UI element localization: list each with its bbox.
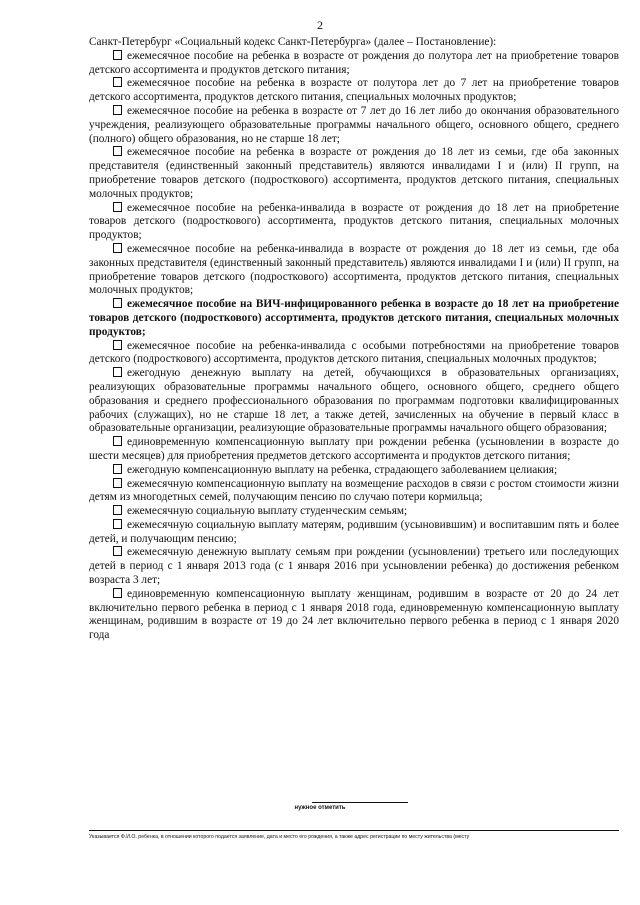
benefit-option-item <box>89 464 619 478</box>
checkbox-icon[interactable] <box>113 436 122 446</box>
benefit-option-item <box>89 519 619 547</box>
benefit-option-item <box>89 298 619 339</box>
benefit-option-text: ежемесячное пособие на ребенка-инвалида в возрасте от рождения до 18 лет из семьи, где оба законных представителя (единственный законный представитель) являются инвалидами I и (или) II групп, на приобретение товаров детского (подросткового) ассортимента, продуктов детского питания, специальных молочных продуктов; <box>89 242 619 297</box>
benefit-option-item <box>89 367 619 436</box>
benefit-option-text: ежемесячное пособие на ребенка в возрасте от 7 лет до 16 лет либо до окончания образовательного учреждения, реализующего образовательные программы начального общего, основного общего, среднего (полного) общего образования, но не старше 18 лет; <box>89 104 619 145</box>
benefit-option-item <box>89 546 619 587</box>
benefit-option-item <box>89 77 619 105</box>
label-underline <box>312 802 408 803</box>
benefit-option-item <box>89 340 619 368</box>
benefit-option-text: ежегодную денежную выплату на детей, обучающихся в образовательных организациях, реализующих образовательные программы начального общего, основного общего, среднего общего образования и среднего профессионального образования по программам подготовки квалифицированных рабочих (служащих), но не старше 18 лет, а также детей, зачисленных на обучение в первый класс в образовательные организации, реализующие образовательные программы начального общего образования; <box>89 367 619 435</box>
benefit-option-item <box>89 243 619 298</box>
benefit-option-item <box>89 436 619 464</box>
benefit-option-text: ежемесячное пособие на ребенка в возрасте от рождения до 18 лет из семьи, где оба законных представителя (единственный законный представитель) являются инвалидами I и (или) II групп, на приобретение товаров детского (подросткового) ассортимента, продуктов детского питания, специальных молочных продуктов; <box>89 146 619 200</box>
checkbox-icon[interactable] <box>113 340 122 350</box>
checkbox-icon[interactable] <box>113 588 122 598</box>
checkbox-icon[interactable] <box>113 243 122 253</box>
checkbox-icon[interactable] <box>113 519 122 529</box>
checkbox-icon[interactable] <box>113 505 122 515</box>
benefit-option-text: ежемесячное пособие на ребенка в возрасте от рождения до полутора лет на приобретение товаров детского ассортимента и продуктов детского питания; <box>89 49 619 76</box>
benefit-option-item <box>89 588 619 643</box>
checkbox-icon[interactable] <box>113 464 122 474</box>
checkbox-icon[interactable] <box>113 546 122 556</box>
benefit-option-text: ежемесячную социальную выплату студенческим семьям; <box>127 505 408 518</box>
benefit-option-item <box>89 478 619 506</box>
page-number: 2 <box>317 18 323 32</box>
benefit-option-item <box>89 146 619 201</box>
checkbox-icon[interactable] <box>113 105 122 115</box>
checkbox-icon[interactable] <box>113 50 122 60</box>
benefit-option-text: ежемесячное пособие на ребенка-инвалида в возрасте от рождения до 18 лет на приобретение товаров детского (подросткового) ассортимента, продуктов детского питания, специальных молочных продуктов; <box>89 201 619 242</box>
checkbox-icon[interactable] <box>113 298 122 308</box>
benefit-option-text: единовременную компенсационную выплату женщинам, родившим в возрасте от 20 до 24 лет включительно первого ребенка в период с 1 января 2018 года, единовременную компенсационную выплату женщинам, родившим в возрасте от 19 до 24 лет включительно первого ребенка в период с 1 января 2020 года <box>89 587 619 642</box>
checkbox-icon[interactable] <box>113 146 122 156</box>
intro-line: Санкт-Петербург «Социальный кодекс Санкт-Петербурга» (далее – Постановление): <box>89 36 497 48</box>
paragraph-list <box>89 50 619 643</box>
benefit-option-text: ежегодную компенсационную выплату на ребенка, страдающего заболеванием целиакия; <box>127 463 558 476</box>
benefit-option-item <box>89 50 619 78</box>
benefit-option-text: единовременную компенсационную выплату при рождении ребенка (усыновлении в возрасте до шести месяцев) для приобретения предметов детского ассортимента и продуктов детского питания; <box>89 436 619 462</box>
benefit-option-text: ежемесячное пособие на ВИЧ-инфицированного ребенка в возрасте до 18 лет на приобретение товаров детского (подросткового) ассортимента, продуктов детского питания, специальных молочных продуктов; <box>89 298 619 338</box>
document-body <box>89 36 619 643</box>
checkbox-icon[interactable] <box>113 367 122 377</box>
checkbox-icon[interactable] <box>113 202 122 212</box>
checkbox-icon[interactable] <box>113 77 122 87</box>
benefit-option-item <box>89 202 619 243</box>
mark-needed-label: нужное отметить <box>294 805 346 811</box>
benefit-option-text: ежемесячную социальную выплату матерям, родившим (усыновившим) и воспитавшим пять и более детей, и получающим пенсию; <box>89 518 619 545</box>
benefit-option-text: ежемесячную денежную выплату семьям при рождении (усыновлении) третьего или последующих детей в период с 1 января 2013 года (с 1 января 2016 при усыновлении ребенка) до достижения ребенком возраста 3 лет; <box>89 546 619 587</box>
benefit-option-item <box>89 505 619 519</box>
checkbox-icon[interactable] <box>113 478 122 488</box>
benefit-option-text: ежемесячное пособие на ребенка-инвалида с особыми потребностями на приобретение товаров детского (подросткового) ассортимента, продуктов детского питания, специальных молочных продуктов; <box>89 339 619 366</box>
footnote-text: Указывается Ф.И.О. ребенка, в отношении которого подается заявление, дата и место его рождения, а также адрес регистрации по месту жительства (месту <box>89 834 470 840</box>
footnote-divider <box>89 830 619 831</box>
benefit-option-text: ежемесячную компенсационную выплату на возмещение расходов в связи с ростом стоимости жизни детям из многодетных семей, получающим пенсию по случаю потери кормильца; <box>89 477 619 504</box>
benefit-option-text: ежемесячное пособие на ребенка в возрасте от полутора лет до 7 лет на приобретение товаров детского ассортимента, продуктов детского питания, специальных молочных продуктов; <box>89 77 619 104</box>
benefit-option-item <box>89 105 619 146</box>
